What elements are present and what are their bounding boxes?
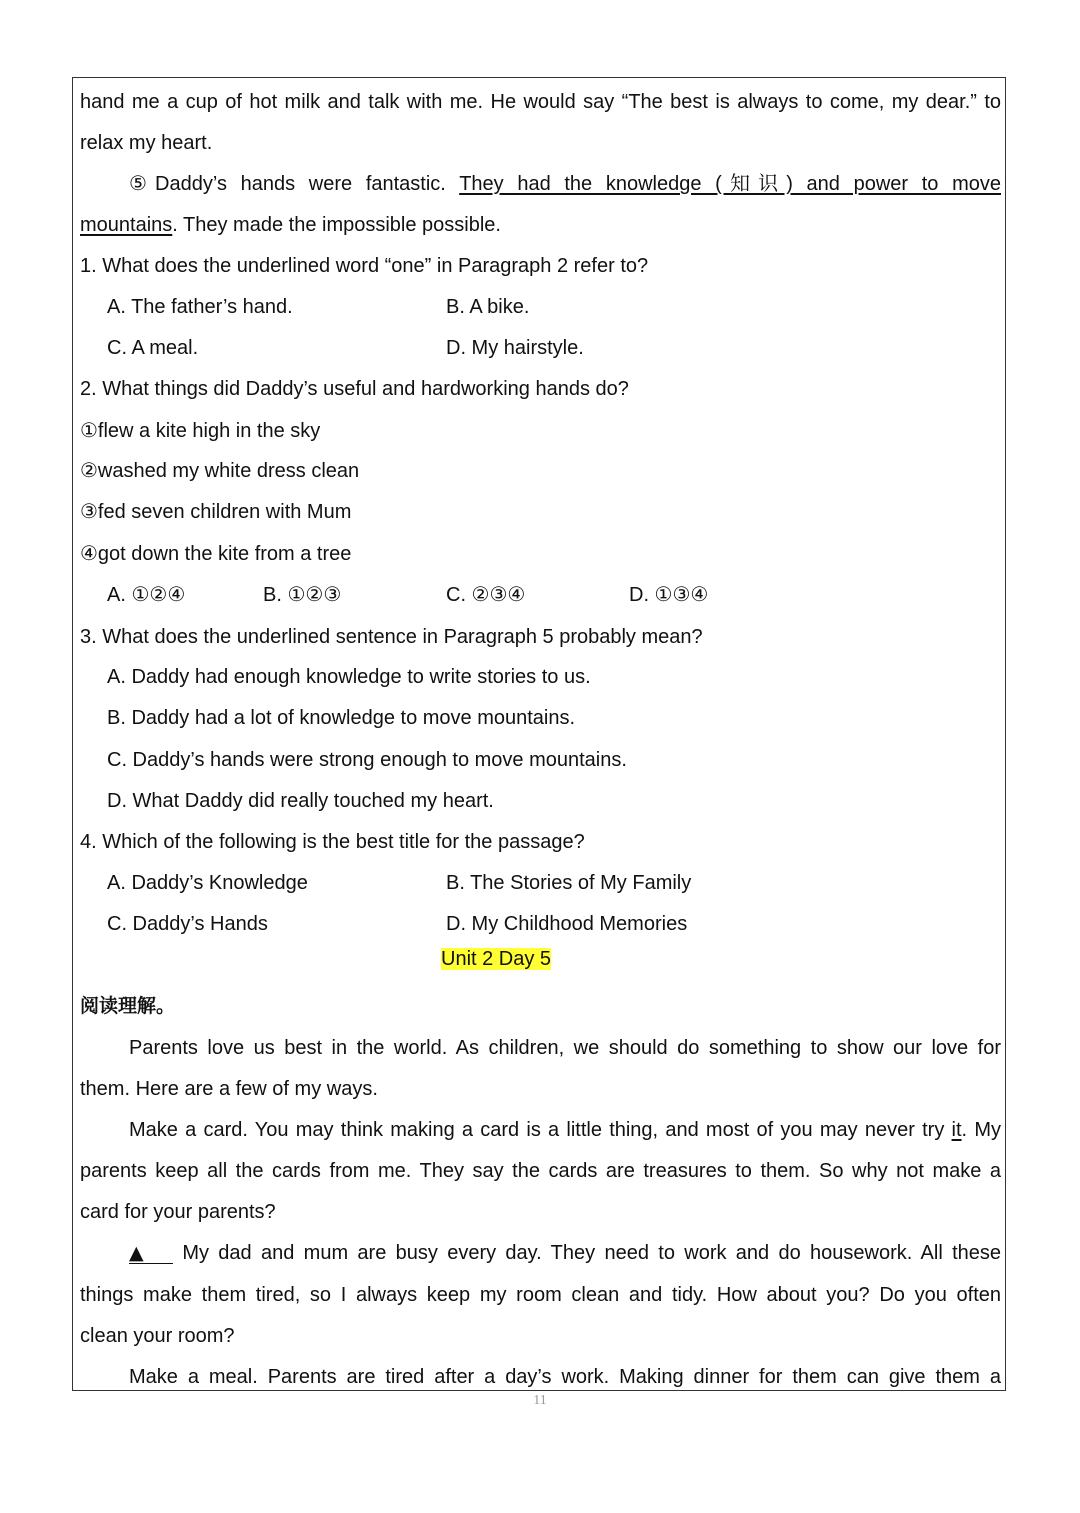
page-number: 11	[533, 1393, 547, 1408]
question-3-option-c: C. Daddy’s hands were strong enough to move mountains.	[107, 749, 627, 771]
passage-line: clean your room?	[80, 1325, 235, 1347]
question-1-stem: 1. What does the underlined word “one” in Paragraph 2 refer to?	[80, 255, 649, 277]
question-4-option-d: D. My Childhood Memories	[446, 913, 688, 935]
question-2-item: ④got down the kite from a tree	[80, 543, 352, 565]
question-1-option-d: D. My hairstyle.	[446, 337, 584, 359]
question-2-item: ③fed seven children with Mum	[80, 501, 352, 523]
underlined-word: it	[951, 1119, 962, 1141]
paragraph-5-line	[129, 172, 1001, 196]
passage-line: hand me a cup of hot milk and talk with me. He would say “The best is always to come, my dear.” to	[80, 91, 1001, 113]
question-3-option-a: A. Daddy had enough knowledge to write stories to us.	[107, 666, 591, 688]
passage-line: things make them tired, so I always keep my room clean and tidy. How about you? Do you often	[80, 1284, 1001, 1306]
question-1-option-b: B. A bike.	[446, 296, 530, 318]
question-4-option-c: C. Daddy’s Hands	[107, 913, 268, 935]
question-3-option-b: B. Daddy had a lot of knowledge to move mountains.	[107, 707, 576, 729]
question-4-option-a: A. Daddy’s Knowledge	[107, 872, 308, 894]
question-2-option-b: B. ①②③	[263, 584, 342, 606]
paragraph-5-line	[80, 213, 1001, 237]
passage-line: relax my heart.	[80, 132, 213, 154]
passage-line: them. Here are a few of my ways.	[80, 1078, 378, 1100]
question-2-item: ②washed my white dress clean	[80, 460, 360, 482]
question-1-option-a: A. The father’s hand.	[107, 296, 293, 318]
triangle-marker-icon: ▲	[129, 1242, 144, 1264]
passage-text: Make a card. You may think making a card is a little thing, and most of you may never try	[129, 1119, 952, 1141]
section-label: 阅读理解。	[80, 995, 176, 1017]
paragraph-5-text: ⑤Daddy’s hands were fantastic.	[129, 173, 460, 195]
question-3-stem: 3. What does the underlined sentence in Paragraph 5 probably mean?	[80, 626, 703, 648]
question-4-stem: 4. Which of the following is the best title for the passage?	[80, 831, 585, 853]
passage-text: . My	[961, 1119, 1001, 1141]
question-2-option-c: C. ②③④	[446, 584, 526, 606]
question-2-stem: 2. What things did Daddy’s useful and hardworking hands do?	[80, 378, 629, 400]
passage-line: Make a meal. Parents are tired after a day’s work. Making dinner for them can give them a	[129, 1366, 1001, 1388]
passage-line: parents keep all the cards from me. They say the cards are treasures to them. So why not make a	[80, 1160, 1001, 1182]
question-2-option-d: D. ①③④	[629, 584, 709, 606]
passage-line: card for your parents?	[80, 1201, 276, 1223]
worksheet-frame	[72, 77, 1006, 1391]
passage-line	[129, 1118, 1001, 1142]
passage-text: My dad and mum are busy every day. They need to work and do housework. All these	[173, 1242, 1001, 1264]
question-4-option-b: B. The Stories of My Family	[446, 872, 692, 894]
question-3-option-d: D. What Daddy did really touched my heart.	[107, 790, 494, 812]
paragraph-5-text: . They made the impossible possible.	[172, 214, 501, 236]
question-1-option-c: C. A meal.	[107, 337, 199, 359]
unit-heading-text: Unit 2 Day 5	[441, 948, 552, 970]
passage-line: Parents love us best in the world. As children, we should do something to show our love for	[129, 1037, 1001, 1059]
answer-blank	[129, 1243, 173, 1264]
question-2-item: ①flew a kite high in the sky	[80, 420, 321, 442]
passage-line	[129, 1241, 1001, 1265]
question-2-option-a: A. ①②④	[107, 584, 186, 606]
unit-heading	[441, 947, 551, 971]
underlined-sentence: They had the knowledge (知识) and power to move	[459, 173, 1001, 195]
underlined-sentence-end: mountains	[80, 214, 173, 236]
